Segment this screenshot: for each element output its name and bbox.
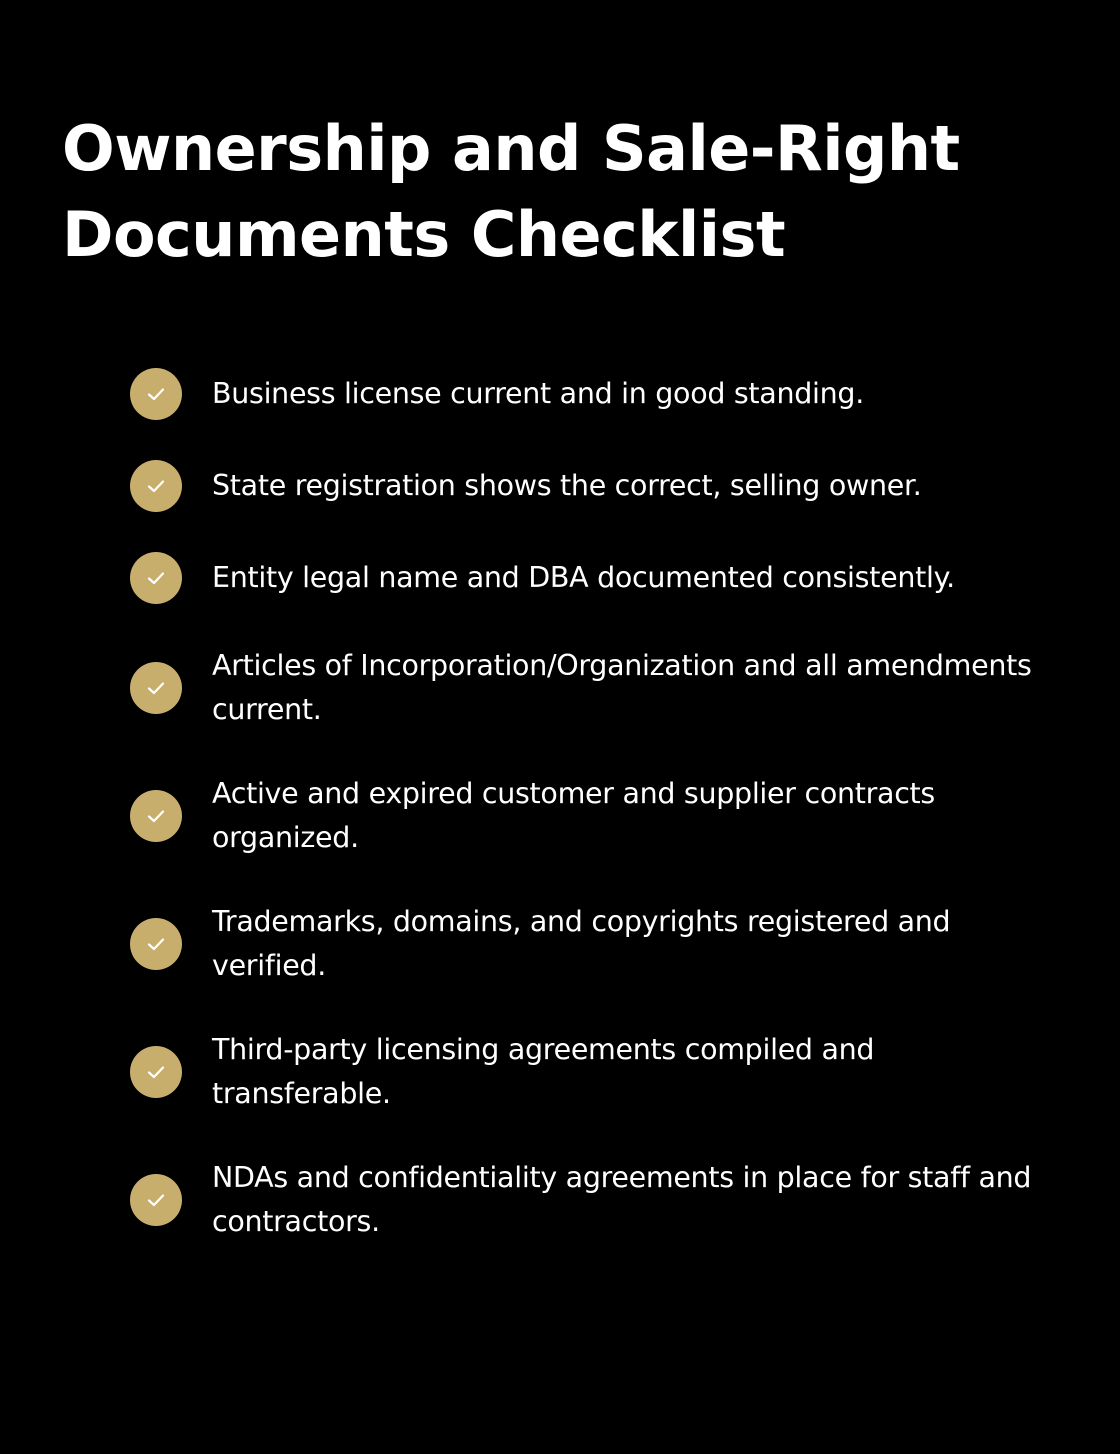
checklist-item-text: Active and expired customer and supplier contracts organized. xyxy=(212,777,935,854)
checklist-item xyxy=(130,1156,1050,1244)
check-circle-icon xyxy=(130,460,182,512)
checklist-item xyxy=(130,368,1050,420)
checklist-item-text: Trademarks, domains, and copyrights registered and verified. xyxy=(212,905,951,982)
checklist-item xyxy=(130,1028,1050,1116)
checklist-item xyxy=(130,644,1050,732)
checklist-item xyxy=(130,772,1050,860)
checklist-item xyxy=(130,460,1050,512)
check-circle-icon xyxy=(130,662,182,714)
checklist-item xyxy=(130,900,1050,988)
checklist-item-text: NDAs and confidentiality agreements in place for staff and contractors. xyxy=(212,1161,1032,1238)
check-circle-icon xyxy=(130,552,182,604)
page-title-line-2: Documents Checklist xyxy=(62,198,786,271)
checklist-item xyxy=(130,552,1050,604)
check-circle-icon xyxy=(130,1174,182,1226)
check-circle-icon xyxy=(130,790,182,842)
checklist-item-text: Articles of Incorporation/Organization and all amendments current. xyxy=(212,649,1032,726)
checklist-item-text: State registration shows the correct, selling owner. xyxy=(212,469,922,502)
check-circle-icon xyxy=(130,368,182,420)
page-title xyxy=(62,106,1062,278)
checklist-item-text: Third-party licensing agreements compiled and transferable. xyxy=(212,1033,875,1110)
check-circle-icon xyxy=(130,1046,182,1098)
check-circle-icon xyxy=(130,918,182,970)
page-title-line-1: Ownership and Sale-Right xyxy=(62,112,960,185)
checklist-item-text: Entity legal name and DBA documented consistently. xyxy=(212,561,955,594)
checklist-item-text: Business license current and in good standing. xyxy=(212,377,864,410)
